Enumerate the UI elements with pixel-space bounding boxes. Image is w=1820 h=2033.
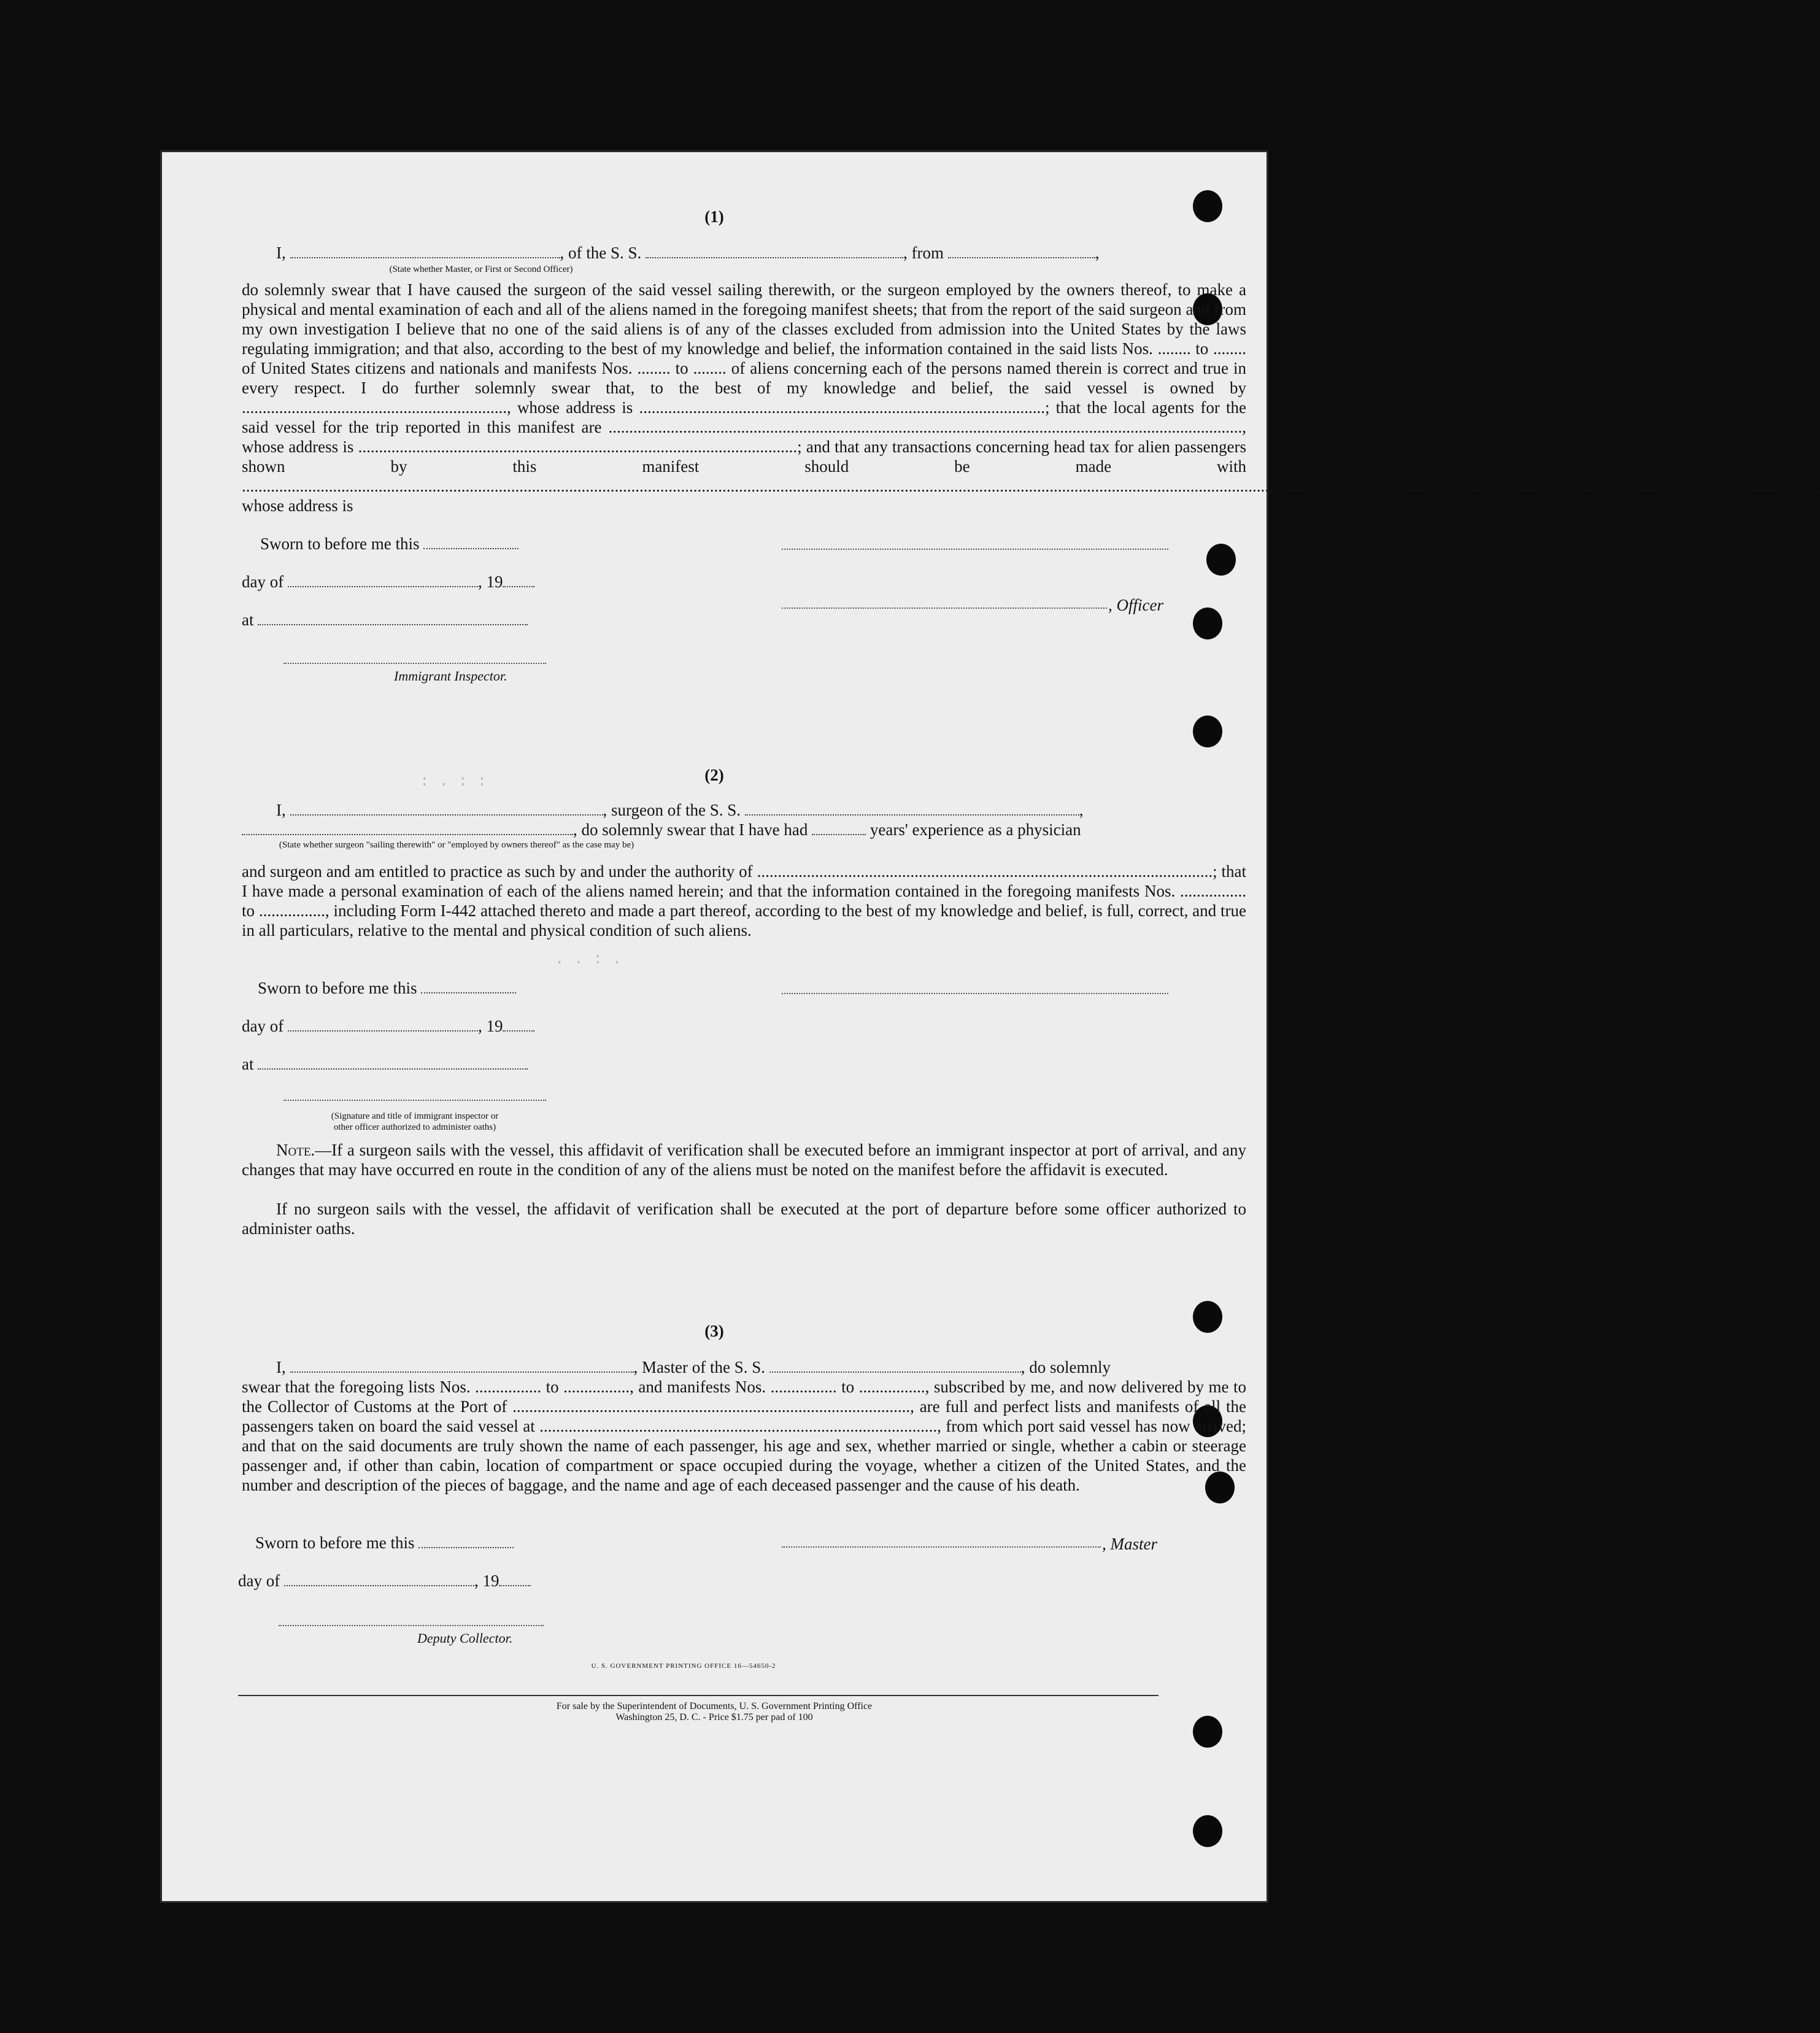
bleed-through-text: : . : :: [420, 772, 487, 790]
officer-name-line[interactable]: [782, 608, 1107, 609]
collector-label: Deputy Collector.: [417, 1630, 513, 1646]
note-paragraph: [242, 1140, 1246, 1179]
section-2-caption: (State whether surgeon "sailing therewith" or "employed by owners thereof" as the case may be): [279, 840, 634, 850]
section-3-oath-line: I, , Master of the S. S. , do solemnly: [276, 1358, 1111, 1376]
punch-hole: [1193, 716, 1222, 747]
note-label: Note.: [276, 1141, 315, 1159]
printing-office-line: U. S. GOVERNMENT PRINTING OFFICE 16—54650-2: [591, 1662, 776, 1670]
section-2-experience-line: , do solemnly swear that I have had years' experience as a physician: [242, 820, 1081, 839]
master-label: , Master: [1102, 1535, 1157, 1553]
section-1-day-of: day of , 19: [242, 572, 534, 592]
footer-rule: [238, 1695, 1159, 1696]
officer-signature-line[interactable]: [782, 549, 1168, 550]
section-3-number: (3): [704, 1322, 724, 1340]
section-1-oath-line: I, , of the S. S. , from ,: [276, 244, 1100, 262]
section-1-number: (1): [704, 207, 724, 226]
section-2-number: (2): [704, 766, 724, 784]
punch-hole: [1193, 608, 1222, 639]
section-2-day-of: day of , 19: [242, 1016, 534, 1036]
punch-hole: [1193, 1815, 1222, 1847]
note-text: —If a surgeon sails with the vessel, this affidavit of verification shall be executed before an immigrant inspector at port of arrival, and any changes that may have occurred en route in the condition of any of the aliens must be noted on the manifest before the affidavit is executed.: [242, 1141, 1246, 1179]
manifest-page: [162, 152, 1820, 1901]
section-2-at: at: [242, 1054, 528, 1074]
section-1-caption: (State whether Master, or First or Second Officer): [389, 264, 573, 274]
section-1-at: at: [242, 610, 528, 630]
bleed-through-text: . . : .: [555, 950, 622, 968]
section-3-day-of: day of , 19: [238, 1571, 531, 1591]
administer-oaths-signature-line[interactable]: [283, 1100, 546, 1101]
section-2-oath-line: I, , surgeon of the S. S. ,: [276, 801, 1084, 819]
inspector-label: Immigrant Inspector.: [394, 668, 507, 684]
collector-signature-line[interactable]: [279, 1625, 544, 1626]
note-paragraph-2: If no surgeon sails with the vessel, the affidavit of verification shall be executed at the port of departure before some officer authorized to administer oaths.: [242, 1200, 1246, 1238]
officer-label: , Officer: [1108, 596, 1163, 614]
section-2-paragraph: and surgeon and am entitled to practice as such by and under the authority of ..............................................................................................................; that I have made a personal examination of each of the aliens named herein; and that the information contained in the foregoing manifests Nos. ................ to ................, including Form I-442 attached thereto and made a part thereof, according to the best of my knowledge and belief, is full, correct, and true in all particulars, relative to the mental and physical condition of such aliens.: [242, 862, 1246, 939]
sale-notice-1: For sale by the Superintendent of Documents, U. S. Government Printing Office: [556, 1701, 873, 1711]
sale-notice-2: Washington 25, D. C. - Price $1.75 per pad of 100: [615, 1712, 813, 1722]
section-1-paragraph: do solemnly swear that I have caused the surgeon of the said vessel sailing therewith, or the surgeon employed by the owners thereof, to make a physical and mental examination of each and all of the aliens named in the foregoing manifest sheets; that from the report of the said surgeon and from my own investigation I believe that no one of the said aliens is of any of the classes excluded from admission into the United States by the laws regulating immigration; and that also, according to the best of my knowledge and belief, the information contained in the said lists Nos. ........ to ........ of United States citizens and nationals and manifests Nos. ........ to ........ of aliens concerning each of the persons named therein is correct and true in every respect. I do further solemnly swear that, to the best of my knowledge and belief, the said vessel is owned by ................................................................, whose address is ..................................................................................................; that the local agents for the said vessel for the trip reported in this manifest are ........................................................................................................................................................., whose address is ..........................................................................................................; and that any transactions concerning head tax for alien passengers shown by this manifest should be made with ............................................................................................................................................................................................................................................................................................................................................................................................, whose address is: [242, 280, 1820, 515]
inspector-signature-line[interactable]: [283, 663, 546, 664]
punch-hole: [1193, 1716, 1222, 1748]
section-2-sworn: Sworn to before me this: [258, 978, 516, 998]
master-signature-line[interactable]: [782, 1546, 1101, 1548]
section-1-sworn: Sworn to before me this: [260, 534, 519, 554]
punch-hole: [1206, 544, 1236, 576]
signature-caption-1: (Signature and title of immigrant inspector or: [331, 1111, 499, 1121]
section-3-sworn: Sworn to before me this: [255, 1533, 514, 1553]
section-3-paragraph: swear that the foregoing lists Nos. ................ to ................, and manifests Nos. ................ to ................, subscribed by me, and now delivered by me to the Collector of Customs at the Port of ................................................................................................, are full and perfect lists and manifests of all the passengers taken on board the said vessel at ................................................................................................, from which port said vessel has now arrived; and that on the said documents are truly shown the name of each passenger, his age and sex, whether married or single, whether a cabin or steerage passenger and, if other than cabin, location of compartment or space occupied during the voyage, whether a citizen of the United States, and the number and description of the pieces of baggage, and the name and age of each deceased passenger and the cause of his death.: [242, 1378, 1246, 1494]
surgeon-signature-line[interactable]: [782, 993, 1168, 994]
signature-caption-2: other officer authorized to administer oaths): [333, 1122, 496, 1132]
